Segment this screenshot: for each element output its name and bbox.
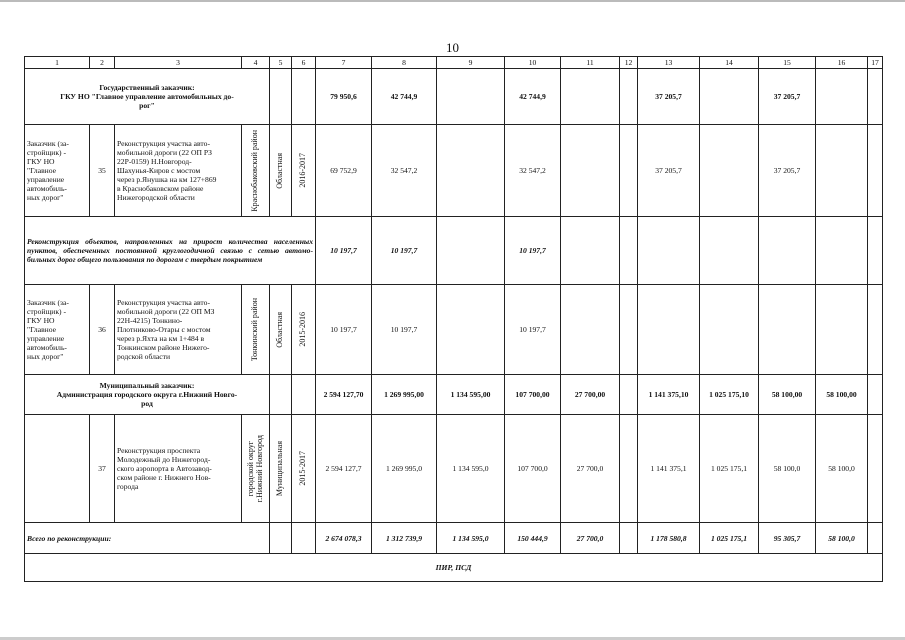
- cell-value: 1 134 595,0: [437, 523, 505, 554]
- period-cell: 2015-2017: [292, 415, 316, 523]
- col-header: 15: [759, 57, 816, 69]
- customer-cell: Заказчик (за- стройщик) - ГКУ НО "Главное управление автомобиль- ных дорог": [25, 125, 90, 217]
- col-header: 7: [316, 57, 372, 69]
- cell-value: 58 100,00: [759, 375, 816, 415]
- table-row: [25, 125, 883, 217]
- col-header: 10: [505, 57, 561, 69]
- pir-psd-row: [25, 554, 883, 582]
- municipal-customer-row: [25, 375, 883, 415]
- cell-value: 2 594 127,70: [316, 375, 372, 415]
- municipal-customer-title: Муниципальный заказчик: Администрация городского округа г.Нижний Новго- род: [25, 375, 270, 415]
- col-header: 14: [700, 57, 759, 69]
- cell-value: 1 141 375,10: [638, 375, 700, 415]
- total-row: [25, 523, 883, 554]
- column-number-row: [25, 57, 883, 69]
- cell-value: 79 950,6: [316, 69, 372, 125]
- cell-value: 2 594 127,7: [316, 415, 372, 523]
- col-header: 9: [437, 57, 505, 69]
- col-header: 13: [638, 57, 700, 69]
- state-customer-row: [25, 69, 883, 125]
- col-header: 5: [270, 57, 292, 69]
- section-row: [25, 217, 883, 285]
- cell-value: 42 744,9: [505, 69, 561, 125]
- cell-value: 10 197,7: [316, 285, 372, 375]
- cell-value: 37 205,7: [638, 125, 700, 217]
- level-cell: Муниципальная: [270, 415, 292, 523]
- period-cell: 2016-2017: [292, 125, 316, 217]
- cell-value: 1 269 995,00: [372, 375, 437, 415]
- district-cell: Тонкинский район: [242, 285, 270, 375]
- cell-value: 10 197,7: [372, 285, 437, 375]
- cell-value: 1 141 375,1: [638, 415, 700, 523]
- cell-value: 1 025 175,1: [700, 415, 759, 523]
- cell-value: 10 197,7: [316, 217, 372, 285]
- cell-value: 32 547,2: [372, 125, 437, 217]
- table-row: [25, 415, 883, 523]
- cell-value: 58 100,00: [816, 375, 868, 415]
- cell-value: 107 700,0: [505, 415, 561, 523]
- total-label: Всего по реконструкции:: [25, 523, 270, 554]
- cell-value: 10 197,7: [372, 217, 437, 285]
- cell-value: 58 100,0: [816, 415, 868, 523]
- pir-psd-title: ПИР, ПСД: [25, 554, 883, 582]
- cell-value: 10 197,7: [505, 285, 561, 375]
- page-number: 10: [446, 40, 459, 55]
- cell-value: 42 744,9: [372, 69, 437, 125]
- col-header: 4: [242, 57, 270, 69]
- level-cell: Областная: [270, 125, 292, 217]
- col-header: 16: [816, 57, 868, 69]
- state-customer-title: Государственный заказчик: ГКУ НО "Главное управление автомобильных до- рог": [25, 69, 270, 125]
- cell-value: 58 100,0: [759, 415, 816, 523]
- col-header: 11: [561, 57, 620, 69]
- object-name: Реконструкция проспекта Молодежный до Нижегород- ского аэропорта в Автозавод- ском районе г. Нижнего Нов- города: [115, 415, 242, 523]
- col-header: 6: [292, 57, 316, 69]
- col-header: 3: [115, 57, 242, 69]
- cell-value: 69 752,9: [316, 125, 372, 217]
- district-cell: городской округ г.Нижний Новгород: [242, 415, 270, 523]
- col-header: 12: [620, 57, 638, 69]
- object-name: Реконструкция участка авто- мобильной дороги (22 ОП РЗ 22Р-0159) Н.Новгород- Шахунья-Киров с мостом через р.Янушка на км 127+869 в Краснобаковском районе Нижегородской области: [115, 125, 242, 217]
- scan-edge-top: [0, 0, 905, 2]
- period-cell: 2015-2016: [292, 285, 316, 375]
- level-cell: Областная: [270, 285, 292, 375]
- cell-value: 58 100,0: [816, 523, 868, 554]
- col-header: 8: [372, 57, 437, 69]
- cell-value: 27 700,00: [561, 375, 620, 415]
- cell-value: 1 025 175,1: [700, 523, 759, 554]
- col-header: 1: [25, 57, 90, 69]
- cell-value: 1 269 995,0: [372, 415, 437, 523]
- row-number: 37: [90, 415, 115, 523]
- cell-value: 27 700,0: [561, 523, 620, 554]
- cell-value: 1 025 175,10: [700, 375, 759, 415]
- cell-value: 1 178 580,8: [638, 523, 700, 554]
- customer-cell: Заказчик (за- стройщик) - ГКУ НО "Главное управление автомобиль- ных дорог": [25, 285, 90, 375]
- row-number: 35: [90, 125, 115, 217]
- cell-value: 27 700,0: [561, 415, 620, 523]
- cell-value: 2 674 078,3: [316, 523, 372, 554]
- cell-value: 37 205,7: [638, 69, 700, 125]
- col-header: 17: [868, 57, 883, 69]
- cell-value: 10 197,7: [505, 217, 561, 285]
- row-number: 36: [90, 285, 115, 375]
- district-cell: Краснобаковский район: [242, 125, 270, 217]
- cell-value: 1 312 739,9: [372, 523, 437, 554]
- object-name: Реконструкция участка авто- мобильной дороги (22 ОП МЗ 22Н-4215) Тонкино- Плотниково-Отары с мостом через р.Яхта на км 1+484 в Тонкинском районе Нижего- родской области: [115, 285, 242, 375]
- col-header: 2: [90, 57, 115, 69]
- cell-value: 107 700,00: [505, 375, 561, 415]
- cell-value: 1 134 595,0: [437, 415, 505, 523]
- cell-value: 1 134 595,00: [437, 375, 505, 415]
- cell-value: 95 305,7: [759, 523, 816, 554]
- cell-value: 150 444,9: [505, 523, 561, 554]
- cell-value: 32 547,2: [505, 125, 561, 217]
- cell-value: 37 205,7: [759, 69, 816, 125]
- reconstruction-table: [24, 56, 883, 582]
- table-row: [25, 285, 883, 375]
- cell-value: 37 205,7: [759, 125, 816, 217]
- section-title: Реконструкция объектов, направленных на прирост количества населенных пунктов, обеспеченных постоянной круглогодичной связью с сетью автомо-бильных дорог общего пользования по дорогам с твердым покрытием: [25, 217, 316, 285]
